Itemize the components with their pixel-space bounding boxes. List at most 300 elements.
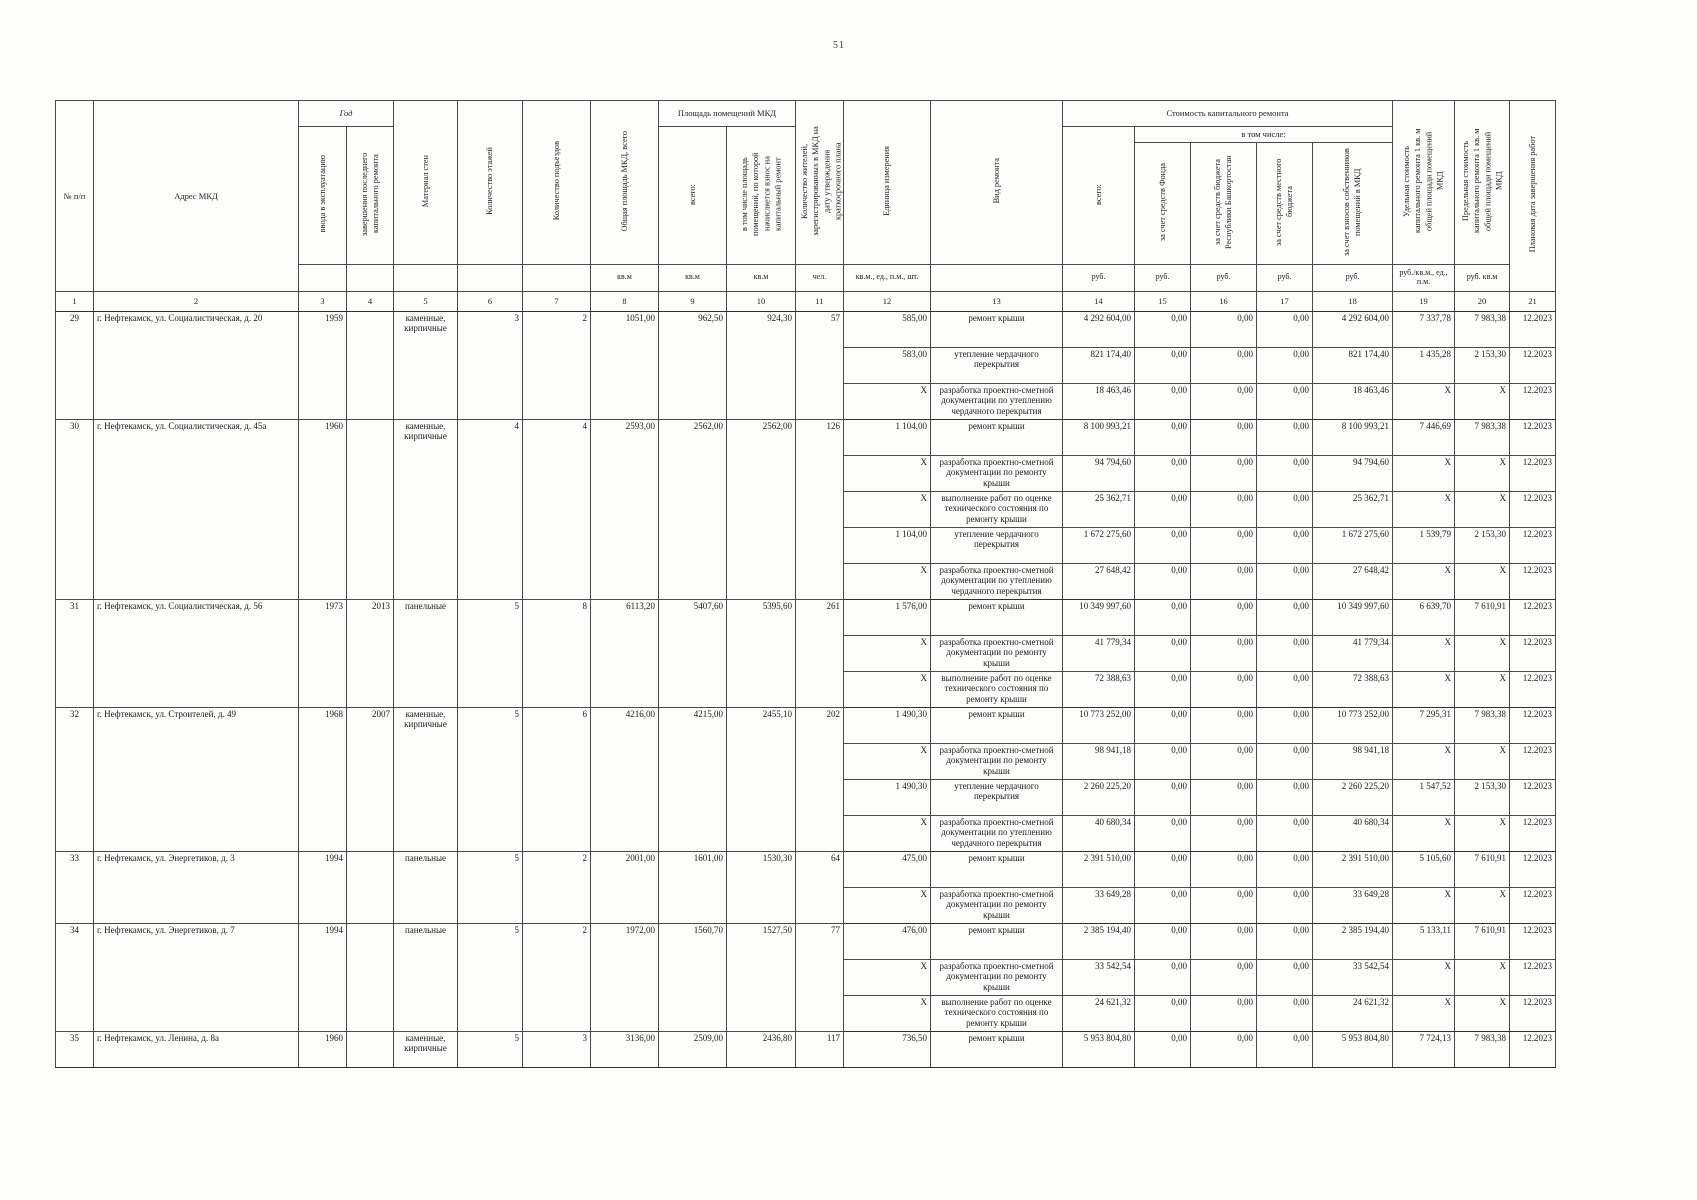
cell-building-num: 31 [56, 599, 94, 707]
cell-premises-area: 5407,60 [659, 599, 727, 707]
unit-cell: руб. кв.м [1455, 264, 1510, 291]
cell-max-cost: 7 610,91 [1455, 851, 1510, 887]
cell-wall-material: панельные [394, 599, 458, 707]
header-cost-incl-label: в том числе: [1241, 129, 1286, 140]
cell-unit-measure: X [844, 491, 931, 527]
header-year-group [299, 101, 394, 127]
cell-unit-cost: X [1393, 995, 1455, 1031]
cell-cost-total: 2 391 510,00 [1063, 851, 1135, 887]
cell-cost-rb-budget: 0,00 [1191, 743, 1257, 779]
cell-cost-rb-budget: 0,00 [1191, 311, 1257, 347]
cell-building-num: 34 [56, 923, 94, 1031]
cell-work-type: утепление чердачного перекрытия [931, 527, 1063, 563]
cell-cost-fund: 0,00 [1135, 311, 1191, 347]
cell-plan-date: 12.2023 [1510, 887, 1556, 923]
cell-plan-date: 12.2023 [1510, 1031, 1556, 1067]
cell-cost-local-budget: 0,00 [1257, 995, 1313, 1031]
cell-year-last-repair: 2013 [347, 599, 394, 707]
cell-premises-area: 1560,70 [659, 923, 727, 1031]
cell-cost-owners: 2 391 510,00 [1313, 851, 1393, 887]
cell-year-last-repair [347, 923, 394, 1031]
cell-cost-fund: 0,00 [1135, 671, 1191, 707]
cell-unit-measure: 583,00 [844, 347, 931, 383]
cell-unit-measure: X [844, 959, 931, 995]
column-number-cell: 4 [347, 291, 394, 311]
cell-floors: 5 [458, 707, 523, 851]
capital-repair-table [55, 100, 1556, 1068]
header-year-repair [347, 127, 394, 265]
header-cost-total [1063, 127, 1135, 265]
header-residents-label: Количество жителей, зарегистрированных в МКД на дату утверждения краткосрочного плана [800, 126, 843, 236]
header-cost-group-label: Стоимость капитального ремонта [1166, 108, 1289, 119]
work-row [56, 707, 1556, 743]
cell-entrances: 4 [523, 419, 591, 599]
header-col-num [56, 101, 94, 292]
cell-plan-date: 12.2023 [1510, 959, 1556, 995]
cell-cost-owners: 41 779,34 [1313, 635, 1393, 671]
cell-max-cost: X [1455, 563, 1510, 599]
cell-residents: 202 [796, 707, 844, 851]
cell-cost-rb-budget: 0,00 [1191, 491, 1257, 527]
cell-cost-local-budget: 0,00 [1257, 383, 1313, 419]
cell-cost-local-budget: 0,00 [1257, 707, 1313, 743]
cell-address: г. Нефтекамск, ул. Строителей, д. 49 [94, 707, 299, 851]
header-entrances-label: Количество подъездов [551, 141, 561, 221]
cell-unit-measure: X [844, 887, 931, 923]
cell-cost-rb-budget: 0,00 [1191, 959, 1257, 995]
header-col-num-label: № п/п [63, 190, 86, 201]
column-number-cell: 18 [1313, 291, 1393, 311]
cell-cost-total: 8 100 993,21 [1063, 419, 1135, 455]
cell-work-type: выполнение работ по оценке технического состояния по ремонту крыши [931, 995, 1063, 1031]
cell-total-area: 1972,00 [591, 923, 659, 1031]
cell-unit-cost: 5 133,11 [1393, 923, 1455, 959]
cell-unit-measure: 1 490,30 [844, 779, 931, 815]
unit-cell: руб./кв.м., ед., п.м. [1393, 264, 1455, 291]
unit-cell: руб. [1191, 264, 1257, 291]
cell-plan-date: 12.2023 [1510, 599, 1556, 635]
header-area-charged [727, 127, 796, 265]
cell-plan-date: 12.2023 [1510, 563, 1556, 599]
header-cost-rb-budget-label: за счет средств бюджета Республики Башкортостан [1213, 155, 1234, 249]
cell-cost-rb-budget: 0,00 [1191, 599, 1257, 635]
header-floors-label: Количество этажей [485, 147, 495, 215]
cell-unit-cost: 1 547,52 [1393, 779, 1455, 815]
column-number-cell: 12 [844, 291, 931, 311]
header-cost-owners-label: за счет взносов собственников помещений в МКД [1342, 148, 1363, 256]
header-area-group [659, 101, 796, 127]
cell-unit-cost: X [1393, 671, 1455, 707]
cell-cost-fund: 0,00 [1135, 887, 1191, 923]
cell-floors: 4 [458, 419, 523, 599]
cell-cost-local-budget: 0,00 [1257, 743, 1313, 779]
unit-cell: кв.м [591, 264, 659, 291]
cell-unit-cost: X [1393, 635, 1455, 671]
cell-work-type: утепление чердачного перекрытия [931, 779, 1063, 815]
cell-cost-rb-budget: 0,00 [1191, 779, 1257, 815]
cell-cost-owners: 94 794,60 [1313, 455, 1393, 491]
cell-total-area: 2001,00 [591, 851, 659, 923]
cell-unit-cost: X [1393, 491, 1455, 527]
column-number-cell: 5 [394, 291, 458, 311]
cell-cost-rb-budget: 0,00 [1191, 671, 1257, 707]
cell-cost-local-budget: 0,00 [1257, 527, 1313, 563]
unit-cell: кв.м., ед., п.м., шт. [844, 264, 931, 291]
cell-cost-owners: 821 174,40 [1313, 347, 1393, 383]
cell-cost-owners: 5 953 804,80 [1313, 1031, 1393, 1067]
cell-unit-cost: X [1393, 455, 1455, 491]
cell-wall-material: каменные, кирпичные [394, 707, 458, 851]
cell-cost-fund: 0,00 [1135, 995, 1191, 1031]
header-unit-cost-label: Удельная стоимость капитального ремонта 1 кв. м общей площади помещений МКД [1402, 128, 1445, 234]
cell-charged-area: 1530,30 [727, 851, 796, 923]
cell-floors: 3 [458, 311, 523, 419]
cell-plan-date: 12.2023 [1510, 743, 1556, 779]
cell-plan-date: 12.2023 [1510, 383, 1556, 419]
cell-cost-fund: 0,00 [1135, 563, 1191, 599]
cell-cost-total: 10 773 252,00 [1063, 707, 1135, 743]
cell-max-cost: X [1455, 383, 1510, 419]
cell-year-built: 1973 [299, 599, 347, 707]
cell-work-type: разработка проектно-сметной документации по ремонту крыши [931, 887, 1063, 923]
cell-building-num: 33 [56, 851, 94, 923]
cell-cost-owners: 98 941,18 [1313, 743, 1393, 779]
cell-work-type: ремонт крыши [931, 923, 1063, 959]
cell-building-num: 32 [56, 707, 94, 851]
cell-work-type: ремонт крыши [931, 1031, 1063, 1067]
header-cost-fund [1135, 143, 1191, 265]
cell-cost-rb-budget: 0,00 [1191, 563, 1257, 599]
cell-cost-local-budget: 0,00 [1257, 635, 1313, 671]
cell-unit-measure: 475,00 [844, 851, 931, 887]
cell-cost-total: 98 941,18 [1063, 743, 1135, 779]
cell-work-type: разработка проектно-сметной документации по утеплению чердачного перекрытия [931, 563, 1063, 599]
cell-total-area: 2593,00 [591, 419, 659, 599]
column-number-cell: 14 [1063, 291, 1135, 311]
cell-cost-owners: 72 388,63 [1313, 671, 1393, 707]
cell-work-type: ремонт крыши [931, 311, 1063, 347]
cell-max-cost: 7 983,38 [1455, 1031, 1510, 1067]
cell-max-cost: X [1455, 635, 1510, 671]
cell-wall-material: панельные [394, 851, 458, 923]
cell-cost-owners: 10 773 252,00 [1313, 707, 1393, 743]
cell-cost-owners: 1 672 275,60 [1313, 527, 1393, 563]
cell-cost-local-budget: 0,00 [1257, 599, 1313, 635]
cell-year-last-repair [347, 311, 394, 419]
cell-entrances: 6 [523, 707, 591, 851]
cell-work-type: разработка проектно-сметной документации по ремонту крыши [931, 635, 1063, 671]
header-year-built [299, 127, 347, 265]
cell-work-type: выполнение работ по оценке технического состояния по ремонту крыши [931, 491, 1063, 527]
cell-plan-date: 12.2023 [1510, 347, 1556, 383]
header-year-repair-label: завершения последнего капитального ремонта [359, 152, 380, 236]
cell-cost-rb-budget: 0,00 [1191, 419, 1257, 455]
cell-unit-cost: 7 724,13 [1393, 1031, 1455, 1067]
cell-entrances: 2 [523, 923, 591, 1031]
cell-cost-rb-budget: 0,00 [1191, 887, 1257, 923]
cell-cost-total: 1 672 275,60 [1063, 527, 1135, 563]
header-area-charged-label: в том числе площадь помещений, по которой начисляется взнос на капитальный ремонт [739, 152, 783, 236]
column-number-cell: 9 [659, 291, 727, 311]
column-number-cell: 2 [94, 291, 299, 311]
cell-max-cost: 2 153,30 [1455, 779, 1510, 815]
header-unit-cost [1393, 101, 1455, 265]
header-cost-fund-label: за счет средств Фонда [1157, 162, 1167, 242]
header-row-groups [56, 101, 1556, 127]
unit-cell [299, 264, 347, 291]
cell-year-last-repair: 2007 [347, 707, 394, 851]
header-year-group-label: Год [339, 108, 353, 119]
unit-cell: руб. [1135, 264, 1191, 291]
cell-cost-total: 2 260 225,20 [1063, 779, 1135, 815]
cell-charged-area: 2436,80 [727, 1031, 796, 1067]
unit-cell: кв.м [727, 264, 796, 291]
cell-plan-date: 12.2023 [1510, 419, 1556, 455]
cell-address: г. Нефтекамск, ул. Ленина, д. 8а [94, 1031, 299, 1067]
work-row [56, 923, 1556, 959]
cell-cost-rb-budget: 0,00 [1191, 635, 1257, 671]
cell-cost-total: 27 648,42 [1063, 563, 1135, 599]
cell-max-cost: X [1455, 887, 1510, 923]
cell-max-cost: X [1455, 671, 1510, 707]
cell-unit-measure: X [844, 743, 931, 779]
cell-cost-total: 4 292 604,00 [1063, 311, 1135, 347]
cell-unit-measure: 585,00 [844, 311, 931, 347]
cell-cost-local-budget: 0,00 [1257, 923, 1313, 959]
unit-cell [931, 264, 1063, 291]
cell-year-built: 1960 [299, 419, 347, 599]
cell-premises-area: 2509,00 [659, 1031, 727, 1067]
cell-building-num: 29 [56, 311, 94, 419]
column-numbers-row [56, 291, 1556, 311]
cell-cost-owners: 40 680,34 [1313, 815, 1393, 851]
column-number-cell: 17 [1257, 291, 1313, 311]
cell-cost-owners: 18 463,46 [1313, 383, 1393, 419]
header-residents [796, 101, 844, 265]
cell-cost-owners: 2 385 194,40 [1313, 923, 1393, 959]
cell-cost-fund: 0,00 [1135, 635, 1191, 671]
column-number-cell: 15 [1135, 291, 1191, 311]
cell-cost-rb-budget: 0,00 [1191, 923, 1257, 959]
cell-cost-owners: 33 542,54 [1313, 959, 1393, 995]
cell-cost-fund: 0,00 [1135, 707, 1191, 743]
cell-cost-local-budget: 0,00 [1257, 779, 1313, 815]
cell-premises-area: 1601,00 [659, 851, 727, 923]
cell-charged-area: 924,30 [727, 311, 796, 419]
column-number-cell: 20 [1455, 291, 1510, 311]
header-max-cost-label: Предельная стоимость капитального ремонта 1 кв. м общей площади помещений МКД [1460, 128, 1504, 234]
cell-cost-total: 821 174,40 [1063, 347, 1135, 383]
cell-unit-cost: 7 337,78 [1393, 311, 1455, 347]
cell-cost-total: 18 463,46 [1063, 383, 1135, 419]
cell-cost-fund: 0,00 [1135, 923, 1191, 959]
cell-unit-measure: X [844, 635, 931, 671]
cell-cost-fund: 0,00 [1135, 743, 1191, 779]
header-area-group-label: Площадь помещений МКД [677, 108, 777, 119]
cell-cost-fund: 0,00 [1135, 1031, 1191, 1067]
cell-unit-cost: X [1393, 887, 1455, 923]
cell-plan-date: 12.2023 [1510, 635, 1556, 671]
cell-year-built: 1994 [299, 923, 347, 1031]
cell-work-type: ремонт крыши [931, 599, 1063, 635]
cell-wall-material: каменные, кирпичные [394, 311, 458, 419]
header-material-label: Материал стен [420, 154, 430, 208]
cell-unit-cost: 6 639,70 [1393, 599, 1455, 635]
cell-floors: 5 [458, 923, 523, 1031]
cell-plan-date: 12.2023 [1510, 995, 1556, 1031]
cell-unit-measure: 1 576,00 [844, 599, 931, 635]
cell-residents: 64 [796, 851, 844, 923]
work-row [56, 1031, 1556, 1067]
work-row [56, 311, 1556, 347]
unit-cell: руб. [1313, 264, 1393, 291]
cell-charged-area: 5395,60 [727, 599, 796, 707]
work-row [56, 599, 1556, 635]
unit-cell [347, 264, 394, 291]
cell-work-type: ремонт крыши [931, 851, 1063, 887]
cell-address: г. Нефтекамск, ул. Социалистическая, д. 56 [94, 599, 299, 707]
header-unit-measure-label: Единица измерения [882, 146, 892, 216]
column-number-cell: 13 [931, 291, 1063, 311]
cell-cost-total: 10 349 997,60 [1063, 599, 1135, 635]
cell-plan-date: 12.2023 [1510, 455, 1556, 491]
cell-work-type: разработка проектно-сметной документации по ремонту крыши [931, 959, 1063, 995]
cell-year-built: 1960 [299, 1031, 347, 1067]
cell-residents: 77 [796, 923, 844, 1031]
cell-cost-rb-budget: 0,00 [1191, 383, 1257, 419]
cell-total-area: 6113,20 [591, 599, 659, 707]
cell-max-cost: X [1455, 815, 1510, 851]
cell-cost-local-budget: 0,00 [1257, 851, 1313, 887]
cell-year-last-repair [347, 1031, 394, 1067]
cell-unit-measure: 736,50 [844, 1031, 931, 1067]
cell-unit-measure: X [844, 383, 931, 419]
cell-cost-total: 25 362,71 [1063, 491, 1135, 527]
cell-cost-total: 5 953 804,80 [1063, 1031, 1135, 1067]
cell-residents: 57 [796, 311, 844, 419]
header-entrances [523, 101, 591, 265]
cell-cost-total: 2 385 194,40 [1063, 923, 1135, 959]
cell-year-last-repair [347, 851, 394, 923]
cell-total-area: 4216,00 [591, 707, 659, 851]
cell-unit-cost: 1 435,28 [1393, 347, 1455, 383]
cell-max-cost: 7 983,38 [1455, 707, 1510, 743]
work-row [56, 419, 1556, 455]
cell-premises-area: 962,50 [659, 311, 727, 419]
cell-cost-fund: 0,00 [1135, 599, 1191, 635]
cell-cost-total: 24 621,32 [1063, 995, 1135, 1031]
cell-unit-cost: X [1393, 383, 1455, 419]
cell-max-cost: 2 153,30 [1455, 527, 1510, 563]
cell-total-area: 3136,00 [591, 1031, 659, 1067]
cell-unit-cost: X [1393, 815, 1455, 851]
header-plan-date [1510, 101, 1556, 292]
cell-cost-total: 40 680,34 [1063, 815, 1135, 851]
cell-residents: 261 [796, 599, 844, 707]
cell-unit-measure: 1 104,00 [844, 419, 931, 455]
column-number-cell: 10 [727, 291, 796, 311]
cell-total-area: 1051,00 [591, 311, 659, 419]
header-plan-date-label: Плановая дата завершения работ [1527, 136, 1537, 253]
cell-work-type: утепление чердачного перекрытия [931, 347, 1063, 383]
cell-cost-local-budget: 0,00 [1257, 311, 1313, 347]
column-number-cell: 7 [523, 291, 591, 311]
page-number: 51 [833, 40, 845, 51]
cell-max-cost: X [1455, 455, 1510, 491]
cell-wall-material: каменные, кирпичные [394, 419, 458, 599]
cell-cost-fund: 0,00 [1135, 527, 1191, 563]
unit-cell: чел. [796, 264, 844, 291]
cell-cost-total: 41 779,34 [1063, 635, 1135, 671]
column-number-cell: 8 [591, 291, 659, 311]
unit-cell [458, 264, 523, 291]
cell-unit-measure: X [844, 455, 931, 491]
cell-cost-fund: 0,00 [1135, 347, 1191, 383]
cell-cost-fund: 0,00 [1135, 455, 1191, 491]
cell-unit-measure: X [844, 995, 931, 1031]
work-row [56, 851, 1556, 887]
column-number-cell: 1 [56, 291, 94, 311]
cell-work-type: разработка проектно-сметной документации по ремонту крыши [931, 743, 1063, 779]
cell-cost-rb-budget: 0,00 [1191, 851, 1257, 887]
header-cost-incl [1135, 127, 1393, 143]
cell-unit-cost: 1 539,79 [1393, 527, 1455, 563]
cell-cost-owners: 33 649,28 [1313, 887, 1393, 923]
cell-cost-local-budget: 0,00 [1257, 959, 1313, 995]
header-year-built-label: ввода в эксплуатацию [317, 155, 327, 233]
cell-plan-date: 12.2023 [1510, 527, 1556, 563]
cell-entrances: 2 [523, 851, 591, 923]
cell-cost-owners: 25 362,71 [1313, 491, 1393, 527]
cell-unit-measure: 476,00 [844, 923, 931, 959]
cell-year-built: 1959 [299, 311, 347, 419]
header-cost-total-label: всего: [1093, 183, 1103, 205]
cell-plan-date: 12.2023 [1510, 923, 1556, 959]
cell-cost-owners: 2 260 225,20 [1313, 779, 1393, 815]
header-total-area [591, 101, 659, 265]
header-floors [458, 101, 523, 265]
cell-cost-local-budget: 0,00 [1257, 887, 1313, 923]
cell-plan-date: 12.2023 [1510, 707, 1556, 743]
cell-floors: 5 [458, 851, 523, 923]
header-area-total [659, 127, 727, 265]
cell-cost-fund: 0,00 [1135, 383, 1191, 419]
cell-wall-material: панельные [394, 923, 458, 1031]
cell-plan-date: 12.2023 [1510, 311, 1556, 347]
cell-work-type: ремонт крыши [931, 707, 1063, 743]
header-cost-local-budget [1257, 143, 1313, 265]
cell-unit-measure: X [844, 815, 931, 851]
unit-cell [523, 264, 591, 291]
cell-cost-fund: 0,00 [1135, 815, 1191, 851]
header-cost-rb-budget [1191, 143, 1257, 265]
unit-cell: руб. [1063, 264, 1135, 291]
unit-cell: руб. [1257, 264, 1313, 291]
cell-max-cost: 7 610,91 [1455, 599, 1510, 635]
header-area-total-label: всего: [687, 183, 697, 205]
cell-work-type: ремонт крыши [931, 419, 1063, 455]
cell-cost-rb-budget: 0,00 [1191, 347, 1257, 383]
cell-unit-cost: X [1393, 743, 1455, 779]
header-work-type [931, 101, 1063, 265]
cell-cost-owners: 10 349 997,60 [1313, 599, 1393, 635]
cell-entrances: 2 [523, 311, 591, 419]
cell-max-cost: 7 983,38 [1455, 419, 1510, 455]
cell-cost-fund: 0,00 [1135, 419, 1191, 455]
cell-unit-measure: X [844, 563, 931, 599]
cell-max-cost: 7 610,91 [1455, 923, 1510, 959]
cell-unit-measure: 1 490,30 [844, 707, 931, 743]
